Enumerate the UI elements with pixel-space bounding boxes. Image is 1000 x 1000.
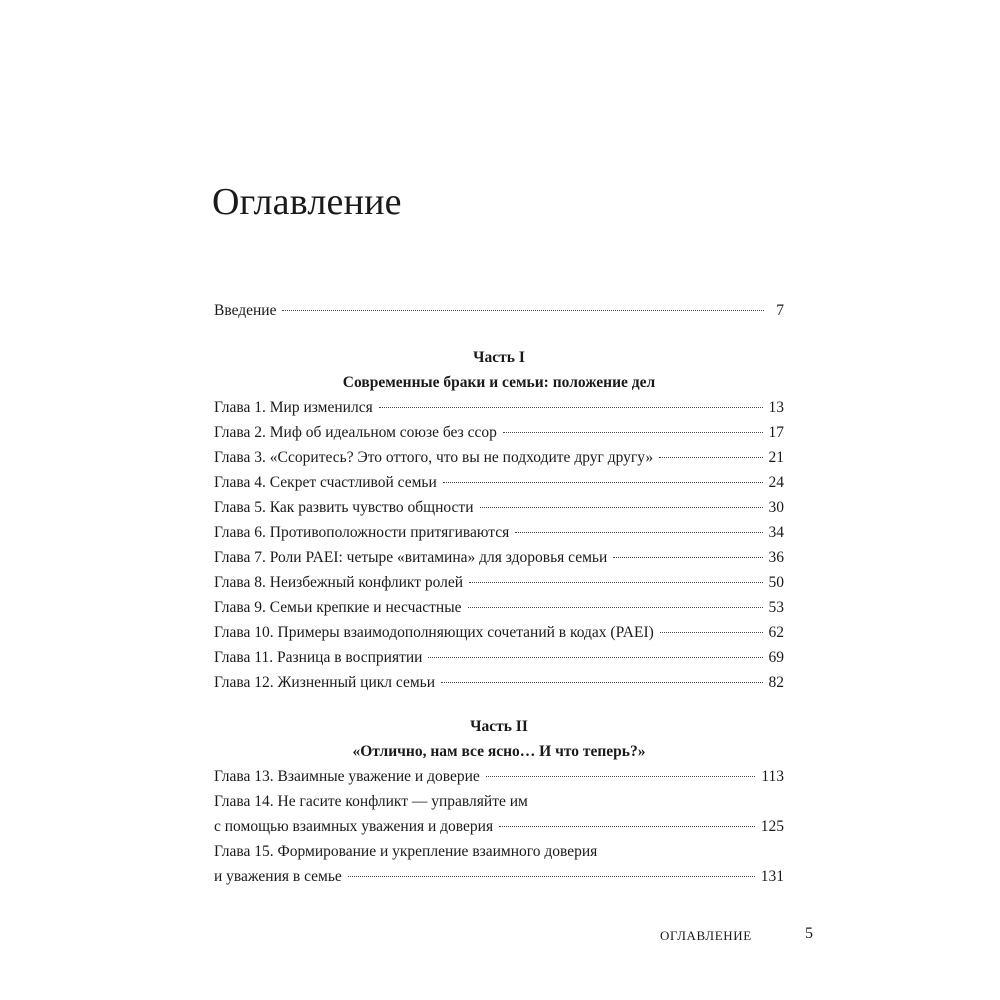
toc-entry-label-continued: с помощью взаимных уважения и доверия [214,818,494,835]
dot-leader [503,432,763,433]
dot-leader [469,582,762,583]
toc-entry-page: 131 [760,868,784,885]
page-title: Оглавление [212,181,402,223]
dot-leader [282,310,764,311]
toc-entry-label: Глава 5. Как развить чувство общности [214,499,474,516]
dot-leader [441,682,762,683]
part-1-heading: Часть I [473,349,525,366]
toc-entry-label: Глава 11. Разница в восприятии [214,649,423,666]
toc-entry-chapter-15 [214,839,784,889]
page-number: 5 [805,925,813,942]
dot-leader [613,557,762,558]
toc-entry-chapter-5 [214,495,784,520]
toc-entry-label: Глава 3. «Ссоритесь? Это оттого, что вы не подходите друг другу» [214,449,654,466]
part-2-subtitle: «Отлично, нам все ясно… И что теперь?» [352,743,646,760]
toc-entry-page: 69 [768,649,784,666]
toc-entry-page: 7 [776,302,784,319]
dot-leader [348,876,755,877]
toc-entry-page: 24 [768,474,784,491]
toc-entry-chapter-9 [214,595,784,620]
toc-entry-chapter-4 [214,470,784,495]
toc-entry-label: Глава 7. Роли PAEI: четыре «витамина» для здоровья семьи [214,549,608,566]
toc-entry-label: Глава 9. Семьи крепкие и несчастные [214,599,462,616]
part-2-heading: Часть II [470,718,528,735]
toc-entry-page: 17 [768,424,784,441]
toc-entry-label: Глава 2. Миф об идеальном союзе без ссор [214,424,497,441]
toc-entry-page: 50 [768,574,784,591]
running-head: ОГЛАВЛЕНИЕ [660,928,752,943]
toc-entry-page: 36 [768,549,784,566]
toc-entry-label: Глава 8. Неизбежный конфликт ролей [214,574,464,591]
toc-entry-chapter-14 [214,789,784,839]
toc-entry-label: Глава 15. Формирование и укрепление взаимного доверия [214,843,598,860]
toc-entry-label: Глава 14. Не гасите конфликт — управляйте им [214,793,528,810]
table-of-contents [214,298,784,889]
toc-entry-chapter-1 [214,395,784,420]
toc-entry-page: 30 [768,499,784,516]
part-1-subtitle: Современные браки и семьи: положение дел [342,374,656,391]
toc-entry-label: Глава 6. Противоположности притягиваются [214,524,510,541]
toc-entry-label: Глава 4. Секрет счастливой семьи [214,474,437,491]
toc-entry-label-continued: и уважения в семье [214,868,342,885]
dot-leader [660,632,763,633]
toc-entry-page: 62 [768,624,784,641]
dot-leader [468,607,763,608]
dot-leader [659,457,762,458]
toc-entry-chapter-8 [214,570,784,595]
toc-entry-label: Глава 1. Мир изменился [214,399,373,416]
toc-entry-page: 34 [768,524,784,541]
toc-entry-page: 125 [760,818,784,835]
dot-leader [515,532,762,533]
toc-entry-page: 82 [768,674,784,691]
dot-leader [443,482,763,483]
toc-entry-chapter-13 [214,764,784,789]
toc-entry-page: 113 [761,768,784,785]
toc-entry-label: Глава 12. Жизненный цикл семьи [214,674,436,691]
dot-leader [428,657,762,658]
toc-entry-chapter-7 [214,545,784,570]
toc-entry-label: Глава 13. Взаимные уважение и доверие [214,768,480,785]
toc-entry-chapter-6 [214,520,784,545]
toc-entry-chapter-12 [214,670,784,695]
toc-entry-page: 53 [768,599,784,616]
toc-entry-intro [214,298,784,323]
toc-entry-page: 21 [768,449,784,466]
toc-entry-label: Введение [214,302,277,319]
toc-entry-chapter-11 [214,645,784,670]
toc-entry-chapter-10 [214,620,784,645]
toc-entry-chapter-2 [214,420,784,445]
toc-entry-label: Глава 10. Примеры взаимодополняющих сочетаний в кодах (PAEI) [214,624,654,641]
toc-entry-chapter-3 [214,445,784,470]
dot-leader [486,776,756,777]
dot-leader [480,507,763,508]
toc-entry-page: 13 [768,399,784,416]
dot-leader [379,407,763,408]
dot-leader [499,826,755,827]
